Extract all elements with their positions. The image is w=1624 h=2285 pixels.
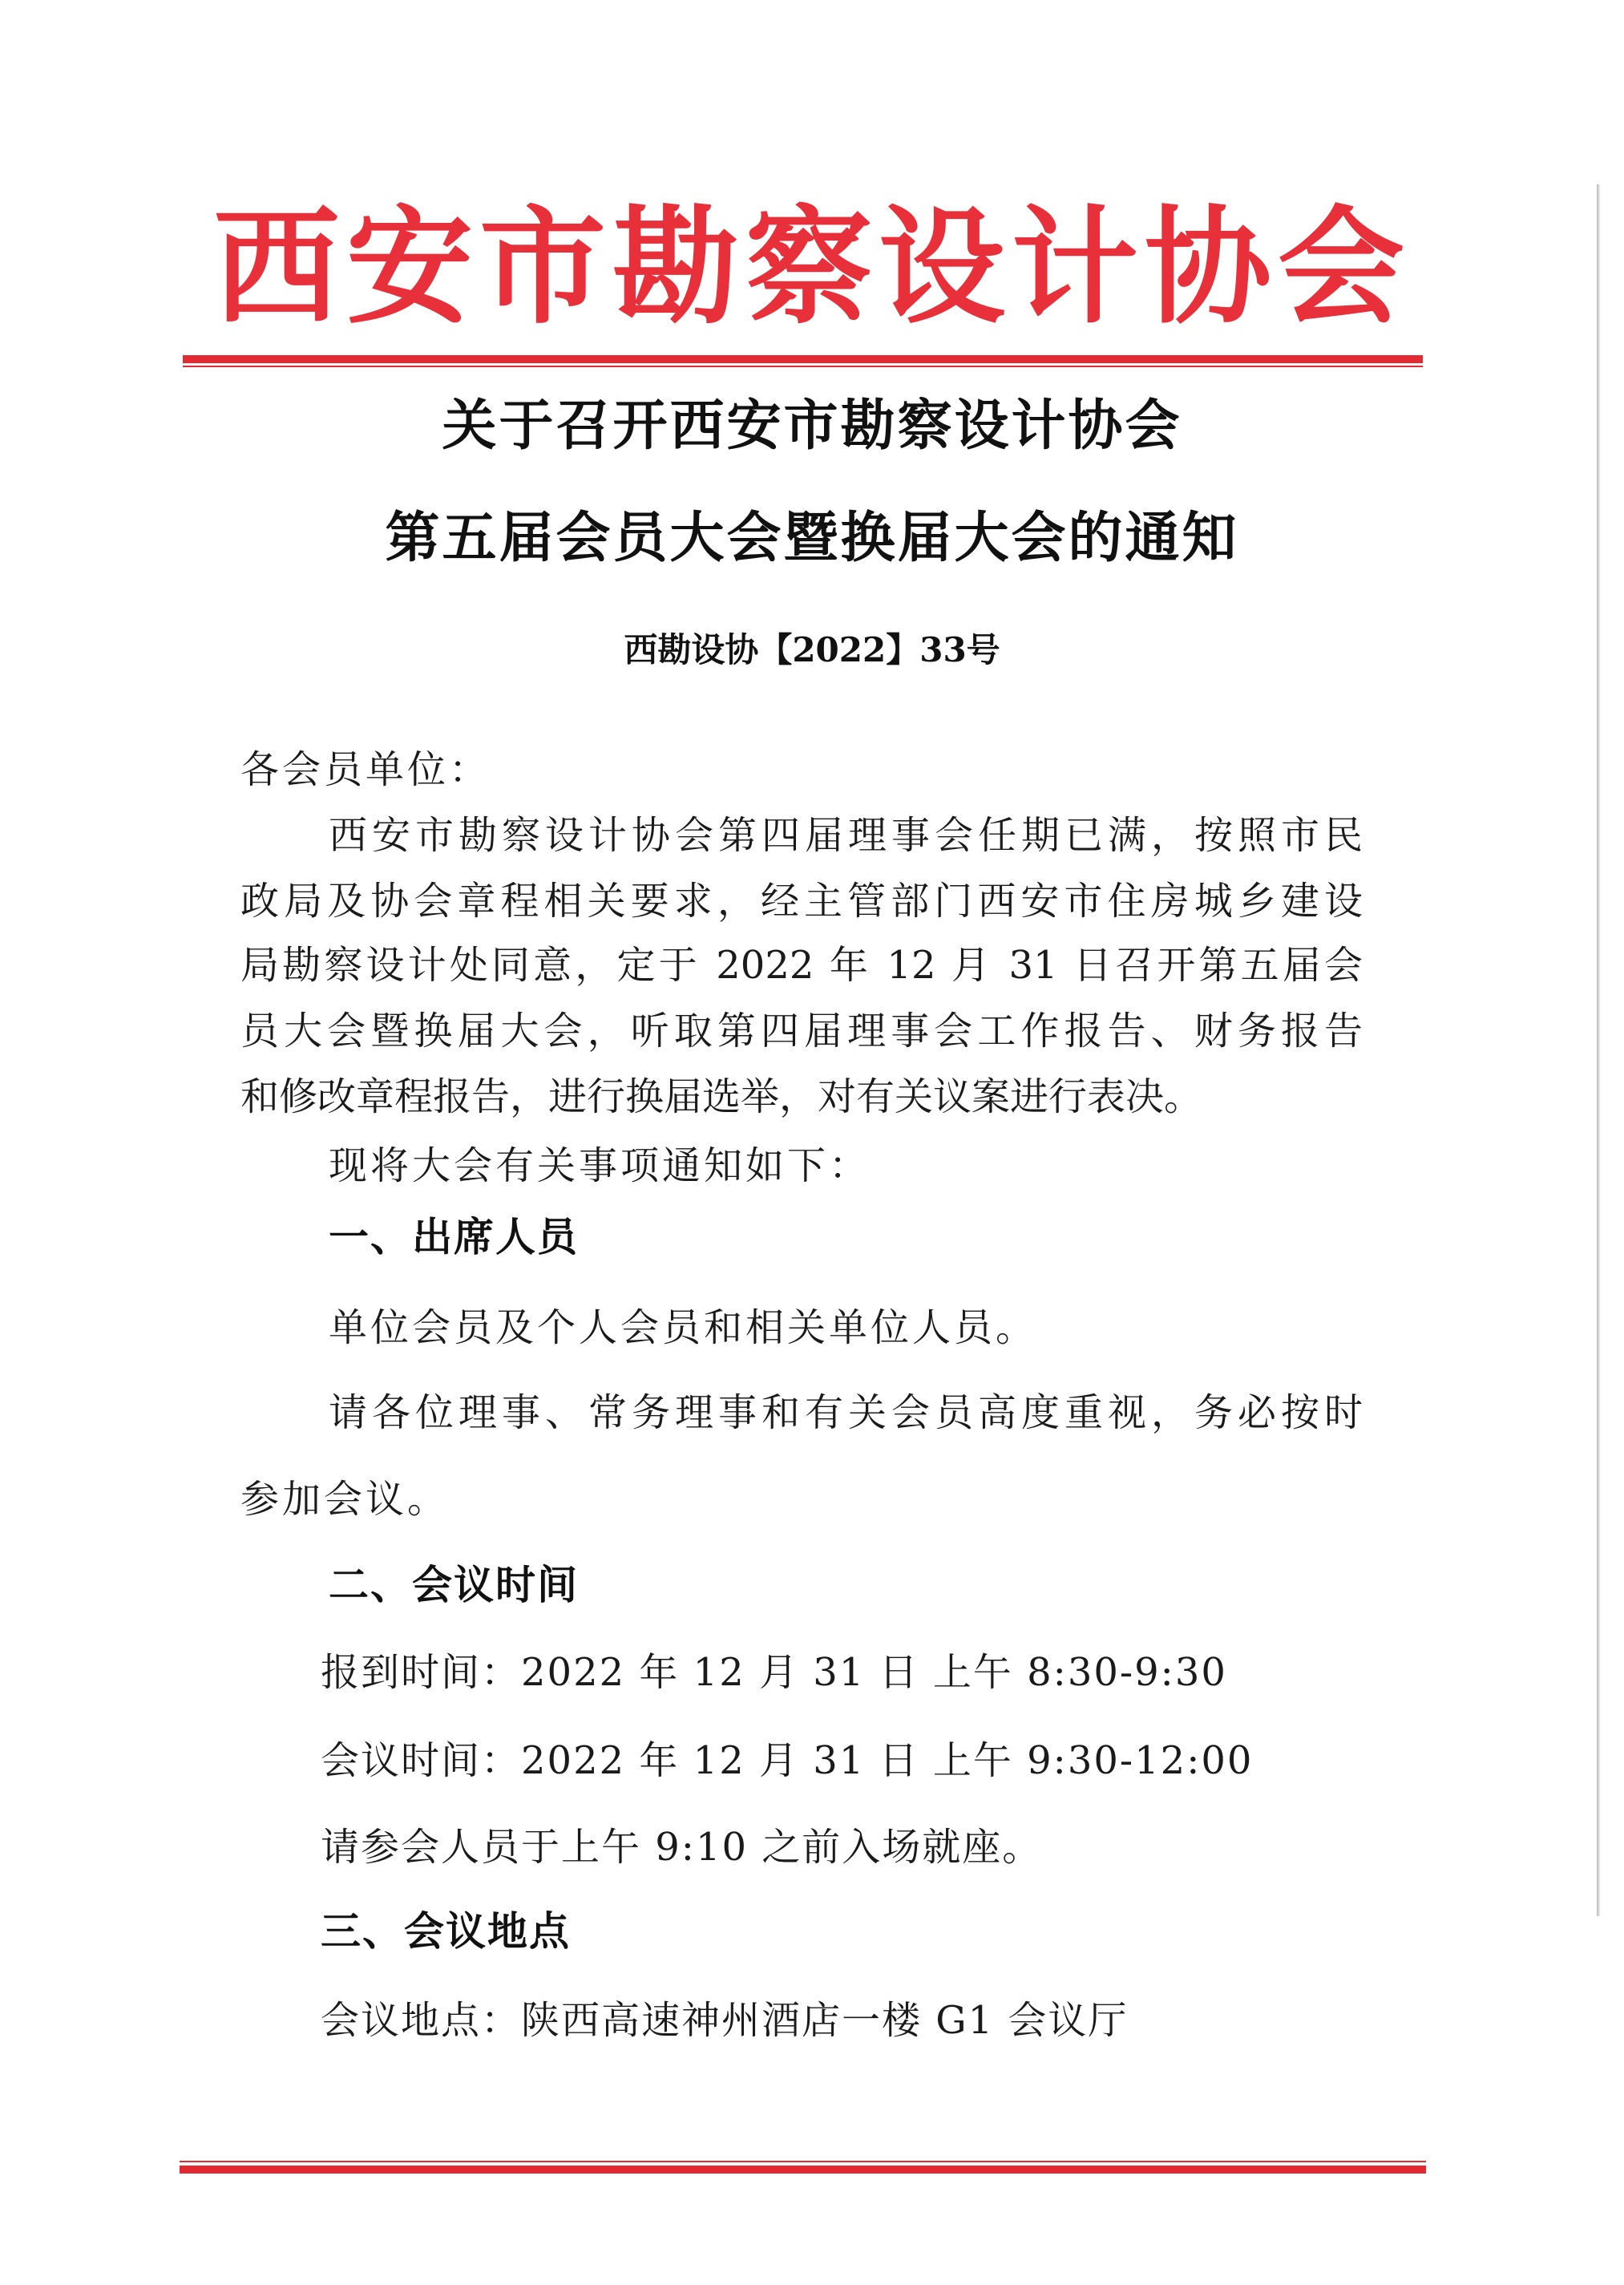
footer-red-rule (180, 2161, 1426, 2162)
intro-line-2: 政局及协会章程相关要求，经主管部门西安市住房城乡建设 (240, 879, 1363, 924)
salutation: 各会员单位： (240, 747, 491, 792)
notice-title-line-2: 第五届会员大会暨换届大会的通知 (385, 507, 1239, 570)
meeting-time: 会议时间：2022 年 12 月 31 日 上午 9:30-12:00 (321, 1738, 1254, 1783)
intro-line-1: 西安市勘察设计协会第四届理事会任期已满，按照市民 (329, 813, 1363, 858)
intro-line-5: 和修改章程报告，进行换届选举，对有关议案进行表决。 (240, 1074, 1203, 1119)
seating-notice: 请参会人员于上午 9:10 之前入场就座。 (321, 1825, 1043, 1870)
notice-intro: 现将大会有关事项通知如下： (329, 1143, 871, 1188)
intro-line-4: 员大会暨换届大会，听取第四届理事会工作报告、财务报告 (240, 1009, 1363, 1054)
section-heading-attendees: 一、出席人员 (329, 1214, 579, 1260)
letterhead-red-rule (183, 355, 1423, 363)
section-heading-venue: 三、会议地点 (321, 1908, 571, 1955)
intro-line-3: 局勘察设计处同意，定于 2022 年 12 月 31 日召开第五届会 (240, 943, 1363, 988)
venue-location: 会议地点：陕西高速神州酒店一楼 G1 会议厅 (321, 1998, 1129, 2043)
section-heading-time: 二、会议时间 (329, 1562, 579, 1608)
checkin-time: 报到时间：2022 年 12 月 31 日 上午 8:30-9:30 (321, 1650, 1227, 1695)
attendees-request-line-1: 请各位理事、常务理事和有关会员高度重视，务必按时 (329, 1390, 1363, 1435)
attendees-request-line-2: 参加会议。 (240, 1477, 450, 1522)
notice-title-line-1: 关于召开西安市勘察设计协会 (442, 394, 1182, 458)
attendees-description: 单位会员及个人会员和相关单位人员。 (329, 1305, 1038, 1350)
document-number: 西勘设协【2022】33号 (624, 630, 1000, 669)
letterhead-title: 西安市勘察设计协会 (213, 193, 1411, 342)
